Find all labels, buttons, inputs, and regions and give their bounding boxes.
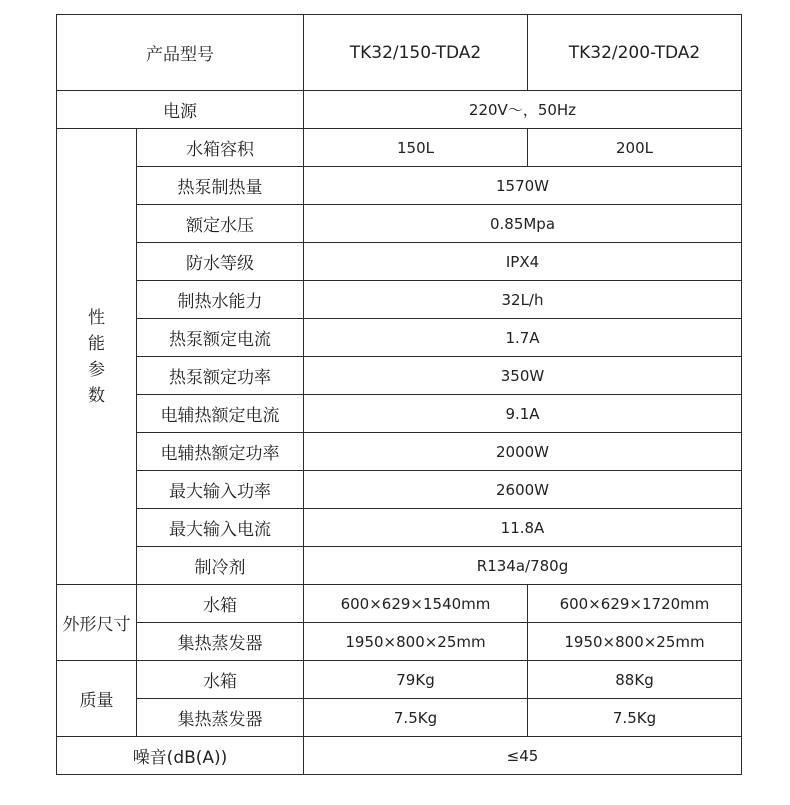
tank-volume-row [57,129,742,167]
spec-row [57,471,742,509]
spec-label: 防水等级 [137,243,304,281]
spec-value: 1.7A [304,319,742,357]
model-200: TK32/200-TDA2 [528,15,742,91]
model-label: 产品型号 [57,15,304,91]
dimension-collector-150: 1950×800×25mm [304,623,528,661]
noise-row [57,737,742,775]
dimension-collector-label: 集热蒸发器 [137,623,304,661]
spec-label: 热泵额定电流 [137,319,304,357]
spec-value: 350W [304,357,742,395]
tank-volume-label: 水箱容积 [137,129,304,167]
dimension-collector-200: 1950×800×25mm [528,623,742,661]
tank-volume-150: 150L [304,129,528,167]
performance-char: 性 [88,307,105,328]
spec-row [57,281,742,319]
spec-label: 额定水压 [137,205,304,243]
spec-row [57,167,742,205]
spec-value: 11.8A [304,509,742,547]
spec-value: 32L/h [304,281,742,319]
spec-label: 最大输入功率 [137,471,304,509]
dimension-tank-row [57,585,742,623]
spec-label: 制热水能力 [137,281,304,319]
spec-row [57,547,742,585]
performance-char: 参 [88,359,105,380]
spec-value: 9.1A [304,395,742,433]
noise-value: ≤45 [304,737,742,775]
spec-value: 0.85Mpa [304,205,742,243]
mass-tank-200: 88Kg [528,661,742,699]
tank-volume-200: 200L [528,129,742,167]
spec-row [57,243,742,281]
spec-value: 2000W [304,433,742,471]
spec-table [56,14,742,775]
spec-row [57,319,742,357]
spec-label: 热泵额定功率 [137,357,304,395]
dimension-tank-200: 600×629×1720mm [528,585,742,623]
mass-collector-label: 集热蒸发器 [137,699,304,737]
dimension-tank-label: 水箱 [137,585,304,623]
mass-collector-150: 7.5Kg [304,699,528,737]
power-label: 电源 [57,91,304,129]
mass-group-label: 质量 [57,661,137,737]
header-row [57,15,742,91]
dimension-tank-150: 600×629×1540mm [304,585,528,623]
dimensions-group-label: 外形尺寸 [57,585,137,661]
spec-value: 1570W [304,167,742,205]
spec-label: 电辅热额定功率 [137,433,304,471]
performance-group-label [57,129,137,585]
spec-label: 最大输入电流 [137,509,304,547]
noise-label: 噪音(dB(A)) [57,737,304,775]
spec-value: 2600W [304,471,742,509]
spec-label: 电辅热额定电流 [137,395,304,433]
power-row [57,91,742,129]
spec-row [57,205,742,243]
performance-char: 能 [88,333,105,354]
performance-char: 数 [88,385,105,406]
mass-tank-label: 水箱 [137,661,304,699]
spec-row [57,395,742,433]
dimension-collector-row [57,623,742,661]
spec-value: IPX4 [304,243,742,281]
spec-row [57,357,742,395]
spec-row [57,433,742,471]
spec-value: R134a/780g [304,547,742,585]
mass-tank-row [57,661,742,699]
model-150: TK32/150-TDA2 [304,15,528,91]
mass-collector-200: 7.5Kg [528,699,742,737]
power-value: 220V～，50Hz [304,91,742,129]
mass-collector-row [57,699,742,737]
spec-label: 热泵制热量 [137,167,304,205]
spec-row [57,509,742,547]
mass-tank-150: 79Kg [304,661,528,699]
spec-label: 制冷剂 [137,547,304,585]
